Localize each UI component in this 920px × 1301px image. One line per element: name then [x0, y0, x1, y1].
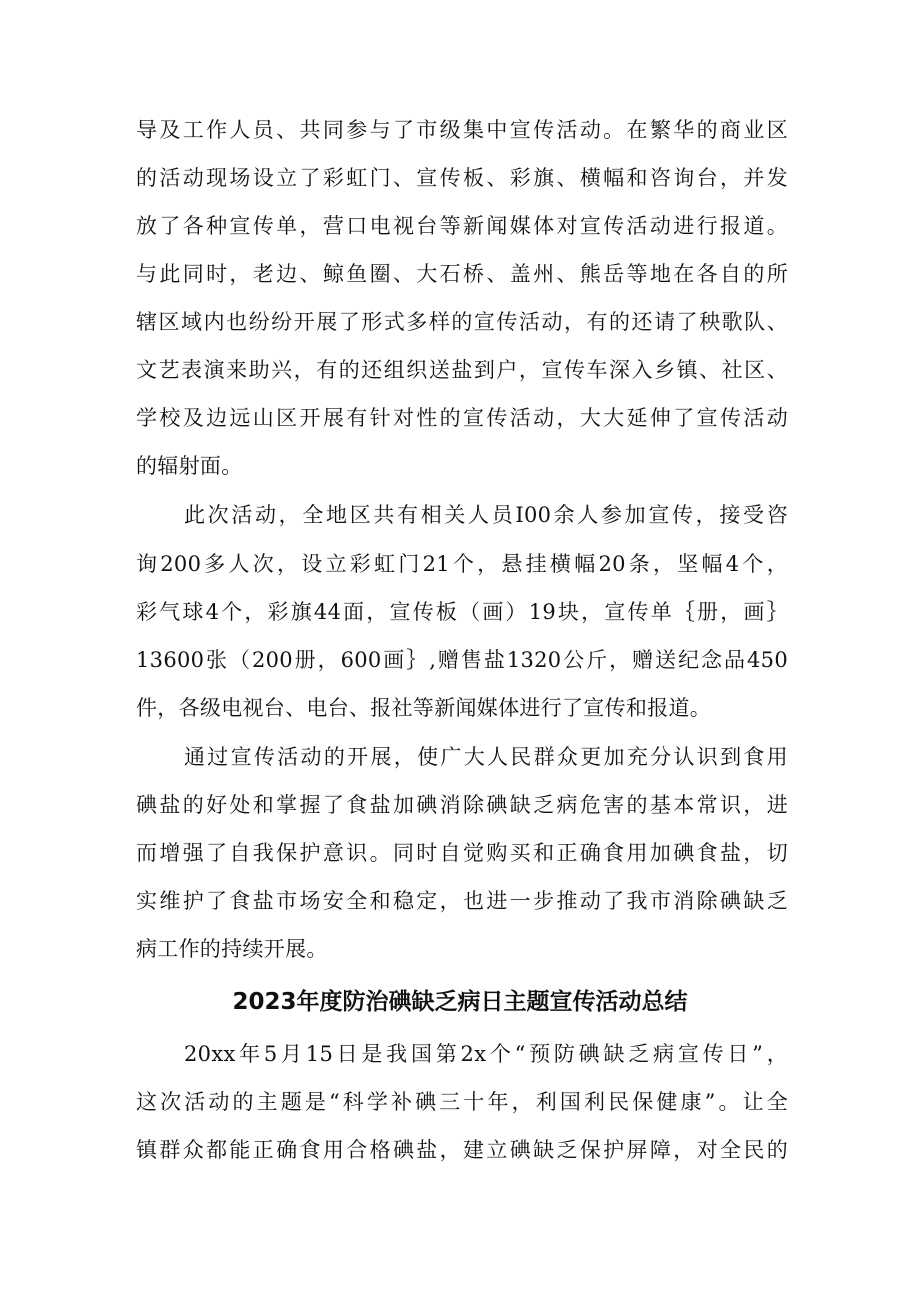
paragraph-2-line-3: 彩气球4个，彩旗44面，宣传板（画）19块，宣传单｛册，画｝ — [136, 600, 788, 624]
paragraph-2-line-4: 13600张（200册，600画｝,赠售盐1320公斤，赠送纪念品450 — [136, 648, 788, 672]
paragraph-4-line-1: 20xx年5月15日是我国第2x个“预防碘缺乏病宣传日”， — [184, 1042, 788, 1066]
paragraph-3-line-1: 通过宣传活动的开展，使广大人民群众更加充分认识到食用 — [184, 745, 788, 769]
paragraph-1-line-7: 学校及边远山区开展有针对性的宣传活动，大大延伸了宣传活动 — [136, 406, 788, 430]
paragraph-1-line-4: 与此同时，老边、鲸鱼圈、大石桥、盖州、熊岳等地在各自的所 — [136, 262, 788, 286]
paragraph-1-line-3: 放了各种宣传单，营口电视台等新闻媒体对宣传活动进行报道。 — [136, 214, 788, 238]
paragraph-4-line-2: 这次活动的主题是“科学补碘三十年，利国利民保健康”。让全 — [136, 1090, 788, 1114]
paragraph-3-line-2: 碘盐的好处和掌握了食盐加碘消除碘缺乏病危害的基本常识，进 — [136, 793, 788, 817]
paragraph-3-line-5: 病工作的持续开展。 — [136, 937, 328, 961]
paragraph-2-line-2: 询200多人次，设立彩虹门21个，悬挂横幅20条，坚幅4个， — [136, 552, 788, 576]
paragraph-1-line-6: 文艺表演来助兴，有的还组织送盐到户，宣传车深入乡镇、社区、 — [136, 358, 788, 382]
section-heading: 2023年度防治碘缺乏病日主题宣传活动总结 — [232, 989, 688, 1015]
paragraph-1-line-2: 的活动现场设立了彩虹门、宣传板、彩旗、横幅和咨询台，并发 — [136, 166, 788, 190]
paragraph-1-line-8: 的辐射面。 — [136, 454, 243, 478]
paragraph-4-line-3: 镇群众都能正确食用合格碘盐，建立碘缺乏保护屏障，对全民的 — [136, 1138, 788, 1162]
paragraph-1-line-5: 辖区域内也纷纷开展了形式多样的宣传活动，有的还请了秧歌队、 — [136, 310, 788, 334]
paragraph-3-line-3: 而增强了自我保护意识。同时自觉购买和正确食用加碘食盐，切 — [136, 841, 788, 865]
paragraph-2-line-5: 件，各级电视台、电台、报社等新闻媒体进行了宣传和报道。 — [136, 696, 712, 720]
paragraph-2-line-1: 此次活动，全地区共有相关人员I00余人参加宣传，接受咨 — [184, 503, 788, 527]
paragraph-1-line-1: 导及工作人员、共同参与了市级集中宣传活动。在繁华的商业区 — [136, 118, 788, 142]
paragraph-3-line-4: 实维护了食盐市场安全和稳定，也进一步推动了我市消除碘缺乏 — [136, 889, 788, 913]
